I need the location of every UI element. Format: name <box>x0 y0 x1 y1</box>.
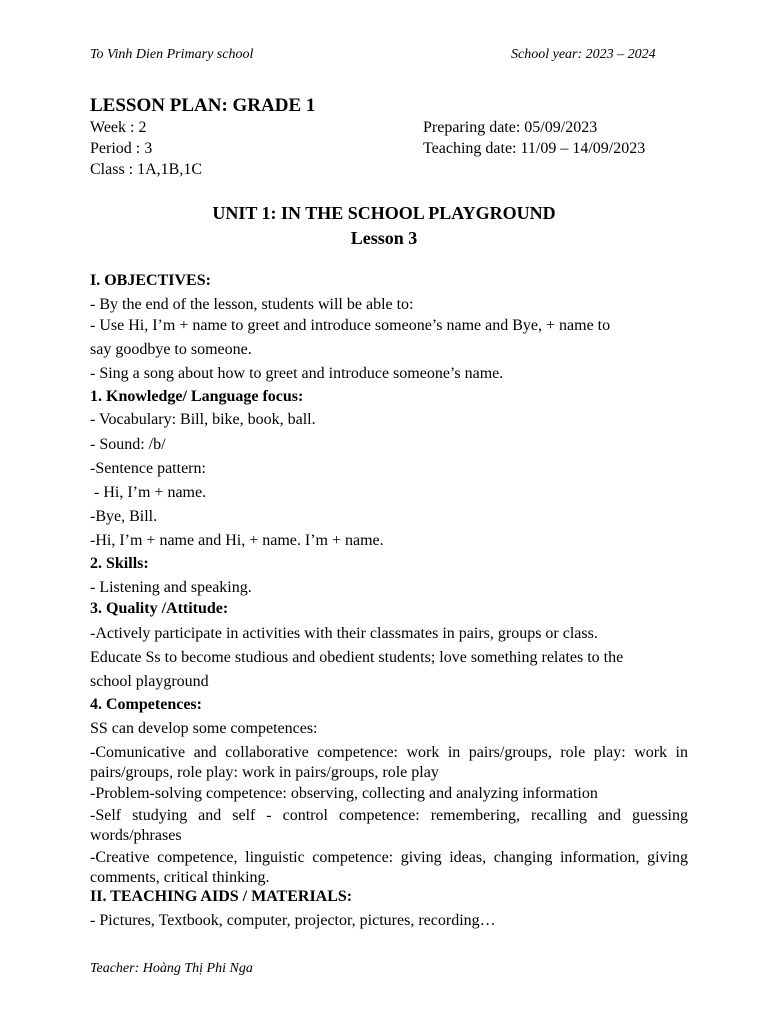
competence-communicative: -Comunicative and collaborative competence: work in pairs/groups, role play: work in pairs/groups, role play: work in pairs/groups, role play <box>90 744 688 781</box>
quality-line-2: Educate Ss to become studious and obedient students; love something relates to the <box>90 649 624 666</box>
teacher-name: Teacher: Hoàng Thị Phi Nga <box>90 961 253 976</box>
teaching-date: Teaching date: 11/09 – 14/09/2023 <box>423 140 646 157</box>
teaching-aids-heading: II. TEACHING AIDS / MATERIALS: <box>90 888 353 905</box>
class-line: Class : 1A,1B,1C <box>90 161 203 178</box>
school-name: To Vinh Dien Primary school <box>90 47 254 62</box>
competence-self-study: -Self studying and self - control competence: remembering, recalling and guessing words/phrases <box>90 807 688 844</box>
pattern-line-3: -Hi, I’m + name and Hi, + name. I’m + name. <box>90 532 384 549</box>
unit-title: UNIT 1: IN THE SCHOOL PLAYGROUND <box>212 203 556 223</box>
competence-creative: -Creative competence, linguistic competence: giving ideas, changing information, giving comments, critical thinking. <box>90 849 688 886</box>
objective-use-line-2: say goodbye to someone. <box>90 341 252 358</box>
pattern-line-1: - Hi, I’m + name. <box>90 484 207 501</box>
competences-heading: 4. Competences: <box>90 696 202 713</box>
objectives-intro: - By the end of the lesson, students will be able to: <box>90 296 414 313</box>
quality-heading: 3. Quality /Attitude: <box>90 600 229 617</box>
teaching-aids-items: - Pictures, Textbook, computer, projector, pictures, recording… <box>90 912 496 929</box>
quality-line-3: school playground <box>90 673 209 690</box>
skills-heading: 2. Skills: <box>90 555 149 572</box>
school-year: School year: 2023 – 2024 <box>511 47 656 62</box>
sentence-pattern-label: -Sentence pattern: <box>90 460 206 477</box>
skills-line: - Listening and speaking. <box>90 579 252 596</box>
pattern-line-2: -Bye, Bill. <box>90 508 158 525</box>
competence-problem-solving: -Problem-solving competence: observing, collecting and analyzing information <box>90 785 598 802</box>
lesson-plan-title: LESSON PLAN: GRADE 1 <box>90 95 316 116</box>
week-line: Week : 2 <box>90 119 147 136</box>
vocabulary-line: - Vocabulary: Bill, bike, book, ball. <box>90 411 316 428</box>
preparing-date: Preparing date: 05/09/2023 <box>423 119 598 136</box>
period-line: Period : 3 <box>90 140 153 157</box>
competences-intro: SS can develop some competences: <box>90 720 318 737</box>
objectives-heading: I. OBJECTIVES: <box>90 272 211 289</box>
lesson-title: Lesson 3 <box>350 228 418 248</box>
objective-sing: - Sing a song about how to greet and introduce someone’s name. <box>90 365 504 382</box>
quality-line-1: -Actively participate in activities with their classmates in pairs, groups or class. <box>90 625 598 642</box>
objective-use-line-1: - Use Hi, I’m + name to greet and introduce someone’s name and Bye, + name to <box>90 317 611 334</box>
knowledge-heading: 1. Knowledge/ Language focus: <box>90 388 304 405</box>
sound-line: - Sound: /b/ <box>90 436 166 453</box>
